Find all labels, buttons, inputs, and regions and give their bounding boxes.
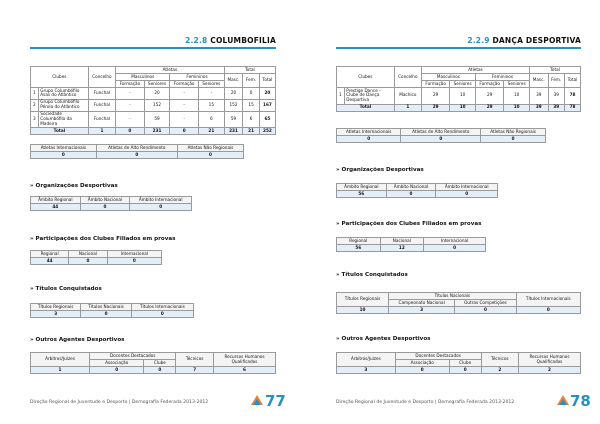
cell: 0 bbox=[96, 152, 177, 159]
cell: 0 bbox=[481, 136, 546, 143]
header-total-col: Total bbox=[259, 74, 275, 88]
section-name: DANÇA DESPORTIVA bbox=[492, 36, 581, 45]
cell: 78 bbox=[564, 88, 580, 105]
header-total: Total bbox=[224, 67, 275, 74]
cell: 0 bbox=[144, 367, 176, 374]
header-atletas-internacionais: Atletas Internacionais bbox=[31, 145, 97, 152]
header-ambito-regional: Âmbito Regional bbox=[31, 197, 81, 204]
cell: 231 bbox=[144, 128, 170, 135]
header-titulos-internacionais: Títulos Internacionais bbox=[131, 304, 193, 311]
heading-participacoes: » Participações dos Clubes Filiados em provas bbox=[30, 236, 176, 242]
header-femininos: Femininos bbox=[475, 74, 529, 81]
cell: 0 bbox=[424, 245, 486, 252]
cell: 0 bbox=[455, 307, 516, 314]
header-recursos-humanos: Recursos Humanos Qualificados bbox=[214, 353, 276, 367]
cell: - bbox=[116, 111, 145, 128]
cell: 39 bbox=[529, 104, 548, 111]
cell: 20 bbox=[224, 88, 243, 100]
header-ambito-nacional: Âmbito Nacional bbox=[386, 184, 436, 191]
cell: 0 bbox=[243, 88, 260, 100]
organizacoes-table bbox=[30, 196, 192, 211]
cell: 0 bbox=[131, 311, 193, 318]
clubs-table bbox=[30, 66, 276, 135]
cell: 0 bbox=[170, 128, 199, 135]
header-formacao: Formação bbox=[170, 81, 199, 88]
titulos-table bbox=[30, 303, 194, 318]
header-masc: Masc. bbox=[529, 74, 548, 88]
club-name: Grupo Columbófilo Pérola do Atlântico bbox=[38, 99, 88, 111]
header-concelho: Concelho bbox=[394, 67, 421, 88]
cell: 1 bbox=[394, 104, 421, 111]
cell: 20 bbox=[144, 88, 170, 100]
header-seniores: Seniores bbox=[144, 81, 170, 88]
cell: 0 bbox=[107, 258, 161, 265]
header-associacao: Associação bbox=[90, 360, 144, 367]
cell: - bbox=[170, 88, 199, 100]
heading-organizacoes: » Organizações Desportivas bbox=[336, 167, 424, 173]
cell: 167 bbox=[259, 99, 275, 111]
header-ambito-regional: Âmbito Regional bbox=[337, 184, 387, 191]
club-name: Grupo Columbófilo Asas do Atlântico bbox=[38, 88, 88, 100]
cell: 10 bbox=[450, 88, 476, 105]
cell: 231 bbox=[224, 128, 243, 135]
cell: 78 bbox=[564, 104, 580, 111]
cell: - bbox=[199, 88, 225, 100]
header-fem: Fem. bbox=[243, 74, 260, 88]
cell: - bbox=[170, 111, 199, 128]
row-number: 2 bbox=[31, 99, 39, 111]
header-atletas-internacionais: Atletas Internacionais bbox=[337, 129, 401, 136]
cell: 20 bbox=[259, 88, 275, 100]
cell: 10 bbox=[450, 104, 476, 111]
outros-agentes-table bbox=[336, 352, 581, 374]
header-outras-competicoes: Outras Competições bbox=[455, 300, 516, 307]
cell: 2 bbox=[519, 367, 581, 374]
section-title-columbofilia bbox=[185, 36, 276, 45]
atletas-table bbox=[30, 144, 244, 159]
page-number: 77 bbox=[265, 392, 286, 410]
cell: 15 bbox=[199, 99, 225, 111]
cell: 3 bbox=[389, 307, 455, 314]
section-name: COLUMBOFILIA bbox=[210, 36, 276, 45]
header-alto-rendimento: Atletas de Alto Rendimento bbox=[96, 145, 177, 152]
header-nacional: Nacional bbox=[69, 251, 107, 258]
header-associacao: Associação bbox=[395, 360, 449, 367]
page-number: 78 bbox=[570, 392, 591, 410]
logo-icon bbox=[556, 393, 570, 407]
cell: - bbox=[116, 88, 145, 100]
cell: 2 bbox=[481, 367, 518, 374]
cell: 29 bbox=[475, 88, 503, 105]
total-row bbox=[337, 104, 581, 111]
header-alto-rendimento: Atletas de Alto Rendimento bbox=[401, 129, 481, 136]
header-regional: Regional bbox=[31, 251, 69, 258]
header-formacao: Formação bbox=[475, 81, 503, 88]
total-label: Total bbox=[337, 104, 395, 111]
header-nao-regionais: Atletas Não Regionais bbox=[178, 145, 244, 152]
cell: 0 bbox=[401, 136, 481, 143]
header-arbitros: Árbitros/Juízes bbox=[31, 353, 90, 367]
cell: 12 bbox=[380, 245, 424, 252]
header-formacao: Formação bbox=[421, 81, 449, 88]
cell: 0 bbox=[69, 258, 107, 265]
header-campeonato-nacional: Campeonato Nacional bbox=[389, 300, 455, 307]
header-ambito-internacional: Âmbito Internacional bbox=[436, 184, 498, 191]
cell: 21 bbox=[243, 128, 260, 135]
total-label: Total bbox=[31, 128, 89, 135]
cell: 0 bbox=[80, 204, 130, 211]
header-atletas: Atletas bbox=[421, 67, 529, 74]
cell: 152 bbox=[224, 99, 243, 111]
header-clubes: Clubes bbox=[31, 67, 89, 88]
cell: 0 bbox=[130, 204, 192, 211]
cell: 65 bbox=[259, 111, 275, 128]
header-clubes: Clubes bbox=[337, 67, 395, 88]
header-nao-regionais: Atletas Não Regionais bbox=[481, 129, 546, 136]
concelho-cell: Funchal bbox=[88, 88, 115, 100]
cell: - bbox=[170, 99, 199, 111]
cell: 56 bbox=[337, 191, 387, 198]
section-number: 2.2.9 bbox=[467, 36, 490, 45]
header-titulos-nacionais: Títulos Nacionais bbox=[389, 293, 517, 300]
cell: 0 bbox=[449, 367, 481, 374]
cell: 0 bbox=[516, 307, 580, 314]
cell: 0 bbox=[436, 191, 498, 198]
club-name: Prestige Dance - Clube de Dança Desportiva bbox=[344, 88, 394, 105]
cell: 252 bbox=[259, 128, 275, 135]
header-docentes: Docentes Destacados bbox=[395, 353, 481, 360]
cell: 59 bbox=[144, 111, 170, 128]
header-concelho: Concelho bbox=[88, 67, 115, 88]
header-ambito-nacional: Âmbito Nacional bbox=[80, 197, 130, 204]
clubs-table bbox=[336, 66, 581, 112]
header-fem: Fem. bbox=[548, 74, 564, 88]
heading-outros-agentes: » Outros Agentes Desportivos bbox=[30, 337, 125, 343]
concelho-cell: Machico bbox=[394, 88, 421, 105]
heading-organizacoes: » Organizações Desportivas bbox=[30, 183, 118, 189]
heading-titulos: » Títulos Conquistados bbox=[30, 286, 102, 292]
cell: 6 bbox=[243, 111, 260, 128]
title-rule bbox=[336, 47, 581, 49]
table-row bbox=[31, 88, 276, 100]
page-footer: Direção Regional de Juventude e Desporto | Demografia Federada 2013-2012 bbox=[30, 400, 209, 405]
table-row bbox=[31, 99, 276, 111]
cell: 39 bbox=[529, 88, 548, 105]
cell: 0 bbox=[395, 367, 449, 374]
cell: 44 bbox=[31, 204, 81, 211]
cell: 10 bbox=[504, 104, 530, 111]
header-formacao: Formação bbox=[116, 81, 145, 88]
header-tecnicos: Técnicos bbox=[176, 353, 214, 367]
header-internacional: Internacional bbox=[424, 238, 486, 245]
page-footer: Direção Regional de Juventude e Desporto | Demografia Federada 2013-2012 bbox=[336, 400, 515, 405]
cell: 15 bbox=[243, 99, 260, 111]
table-row bbox=[337, 88, 581, 105]
organizacoes-table bbox=[336, 183, 498, 198]
cell: 0 bbox=[337, 136, 401, 143]
header-nacional: Nacional bbox=[380, 238, 424, 245]
cell: 7 bbox=[176, 367, 214, 374]
cell: 6 bbox=[214, 367, 276, 374]
cell: 59 bbox=[224, 111, 243, 128]
cell: 29 bbox=[475, 104, 503, 111]
concelho-cell: Funchal bbox=[88, 111, 115, 128]
row-number: 3 bbox=[31, 111, 39, 128]
cell: - bbox=[116, 99, 145, 111]
cell: 29 bbox=[421, 88, 449, 105]
cell: 3 bbox=[31, 311, 81, 318]
cell: 3 bbox=[337, 367, 396, 374]
atletas-table bbox=[336, 128, 546, 143]
header-masculinos: Masculinos bbox=[116, 74, 170, 81]
outros-agentes-table bbox=[30, 352, 276, 374]
cell: 6 bbox=[199, 111, 225, 128]
cell: 39 bbox=[548, 104, 564, 111]
cell: 39 bbox=[548, 88, 564, 105]
header-recursos-humanos: Recursos Humanos Qualificados bbox=[519, 353, 581, 367]
cell: 0 bbox=[386, 191, 436, 198]
cell: 1 bbox=[88, 128, 115, 135]
table-row bbox=[31, 111, 276, 128]
header-femininos: Femininos bbox=[170, 74, 224, 81]
row-number: 1 bbox=[31, 88, 39, 100]
header-seniores: Seniores bbox=[450, 81, 476, 88]
cell: 56 bbox=[337, 245, 381, 252]
header-arbitros: Árbitros/Juízes bbox=[337, 353, 396, 367]
header-total: Total bbox=[529, 67, 580, 74]
titulos-table bbox=[336, 292, 581, 314]
header-titulos-regionais: Títulos Regionais bbox=[337, 293, 389, 307]
cell: 0 bbox=[178, 152, 244, 159]
cell: 44 bbox=[31, 258, 69, 265]
header-ambito-internacional: Âmbito Internacional bbox=[130, 197, 192, 204]
header-titulos-regionais: Títulos Regionais bbox=[31, 304, 81, 311]
cell: 10 bbox=[504, 88, 530, 105]
section-title-danca-desportiva bbox=[467, 36, 581, 45]
cell: 0 bbox=[81, 311, 131, 318]
header-internacional: Internacional bbox=[107, 251, 161, 258]
cell: 0 bbox=[31, 152, 97, 159]
cell: 152 bbox=[144, 99, 170, 111]
concelho-cell: Funchal bbox=[88, 99, 115, 111]
participacoes-table bbox=[336, 237, 486, 252]
club-name: Sociedade Columbófila da Madeira bbox=[38, 111, 88, 128]
header-tecnicos: Técnicos bbox=[481, 353, 518, 367]
cell: 29 bbox=[421, 104, 449, 111]
cell: 1 bbox=[31, 367, 90, 374]
total-row bbox=[31, 128, 276, 135]
heading-titulos: » Títulos Conquistados bbox=[336, 272, 408, 278]
participacoes-table bbox=[30, 250, 162, 265]
header-clube: Clube bbox=[449, 360, 481, 367]
header-masc: Masc. bbox=[224, 74, 243, 88]
heading-participacoes: » Participações dos Clubes Filiados em provas bbox=[336, 221, 482, 227]
cell: 21 bbox=[199, 128, 225, 135]
section-number: 2.2.8 bbox=[185, 36, 208, 45]
title-rule bbox=[30, 47, 276, 49]
header-docentes: Docentes Destacados bbox=[90, 353, 176, 360]
header-atletas: Atletas bbox=[116, 67, 225, 74]
header-regional: Regional bbox=[337, 238, 381, 245]
right-page bbox=[300, 0, 600, 424]
header-titulos-internacionais: Títulos Internacionais bbox=[516, 293, 580, 307]
header-total-col: Total bbox=[564, 74, 580, 88]
header-masculinos: Masculinos bbox=[421, 74, 475, 81]
header-titulos-nacionais: Títulos Nacionais bbox=[81, 304, 131, 311]
row-number: 1 bbox=[337, 88, 345, 105]
heading-outros-agentes: » Outros Agentes Desportivos bbox=[336, 336, 431, 342]
cell: 10 bbox=[337, 307, 389, 314]
header-seniores: Seniores bbox=[504, 81, 530, 88]
logo-icon bbox=[250, 393, 264, 407]
header-seniores: Seniores bbox=[199, 81, 225, 88]
cell: 0 bbox=[116, 128, 145, 135]
cell: 0 bbox=[90, 367, 144, 374]
header-clube: Clube bbox=[144, 360, 176, 367]
